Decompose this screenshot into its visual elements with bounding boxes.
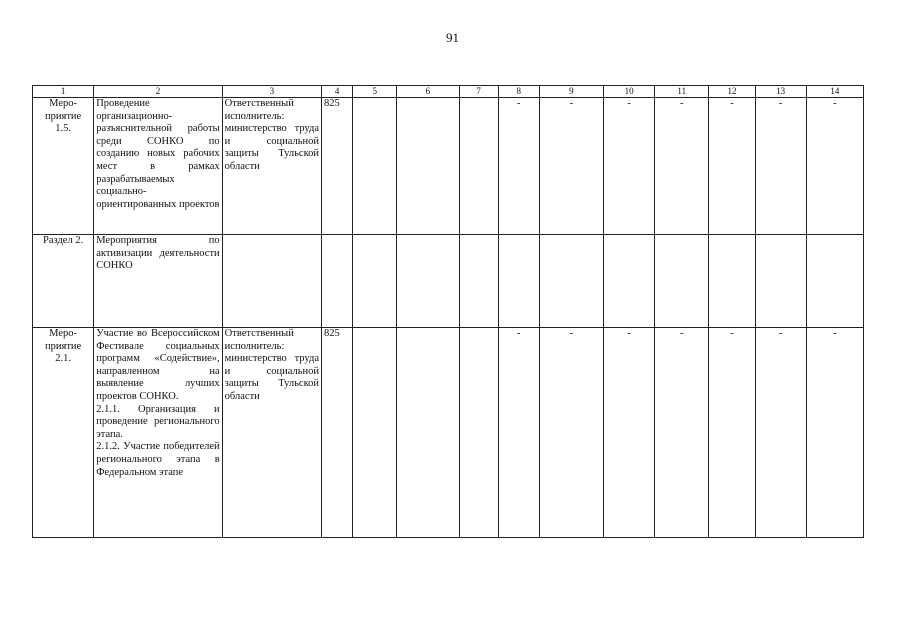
row-code: 825: [322, 328, 353, 538]
header-cell: 14: [806, 86, 863, 98]
header-cell: 5: [353, 86, 397, 98]
empty-cell: [353, 98, 397, 235]
dash-cell: -: [806, 98, 863, 235]
empty-cell: [459, 235, 498, 328]
activities-table: [32, 85, 864, 538]
row-label-line: Меро-: [49, 98, 78, 109]
header-cell: 4: [322, 86, 353, 98]
empty-cell: [498, 235, 539, 328]
dash-cell: -: [539, 328, 603, 538]
page-number: 91: [446, 30, 459, 45]
dash-cell: -: [655, 98, 709, 235]
row-executor: Ответственный исполнитель: министерство труда и социальной защиты Тульской области: [222, 328, 321, 538]
empty-cell: [353, 235, 397, 328]
empty-cell: [539, 235, 603, 328]
row-label-line: Меро-: [49, 328, 78, 339]
dash-cell: -: [604, 98, 655, 235]
dash-cell: -: [806, 328, 863, 538]
row-label: Раздел 2.: [33, 235, 94, 328]
empty-cell: [655, 235, 709, 328]
dash-cell: -: [604, 328, 655, 538]
header-cell: 8: [498, 86, 539, 98]
empty-cell: [459, 328, 498, 538]
empty-cell: [353, 328, 397, 538]
empty-cell: [709, 235, 755, 328]
dash-cell: -: [655, 328, 709, 538]
row-description: [94, 328, 222, 538]
header-cell: 13: [755, 86, 806, 98]
row-code: [322, 235, 353, 328]
row-label-line: приятие: [45, 340, 82, 352]
header-row: [33, 86, 864, 98]
header-cell: 6: [397, 86, 459, 98]
dash-cell: -: [709, 98, 755, 235]
empty-cell: [397, 98, 459, 235]
header-cell: 10: [604, 86, 655, 98]
header-cell: 1: [33, 86, 94, 98]
dash-cell: -: [755, 98, 806, 235]
description-paragraph: Участие во Всероссийском Фестивале социальных программ «Содействие», направленном на выявление лучших проектов СОНКО.: [96, 328, 220, 402]
empty-cell: [806, 235, 863, 328]
dash-cell: -: [498, 98, 539, 235]
row-description: Проведение организационно-разъяснительной работы среди СОНКО по созданию новых рабочих мест в рамках разрабатываемых социально-ориентированных проектов: [94, 98, 222, 235]
row-executor: Ответственный исполнитель: министерство труда и социальной защиты Тульской области: [222, 98, 321, 235]
empty-cell: [604, 235, 655, 328]
empty-cell: [459, 98, 498, 235]
header-cell: 3: [222, 86, 321, 98]
row-executor: [222, 235, 321, 328]
empty-cell: [397, 328, 459, 538]
row-code: 825: [322, 98, 353, 235]
row-label-line: 1.5.: [55, 123, 71, 135]
dash-cell: -: [498, 328, 539, 538]
row-label-line: приятие: [45, 110, 82, 122]
empty-cell: [397, 235, 459, 328]
row-description: Мероприятия по активизации деятельности СОНКО: [94, 235, 222, 328]
table-row: [33, 328, 864, 538]
table-row: [33, 98, 864, 235]
header-cell: 2: [94, 86, 222, 98]
description-paragraph: 2.1.1. Организация и проведение регионального этапа.: [96, 403, 220, 440]
row-label: [33, 98, 94, 235]
header-cell: 12: [709, 86, 755, 98]
description-paragraph: 2.1.2. Участие победителей регионального этапа в Федеральном этапе: [96, 441, 220, 478]
dash-cell: -: [755, 328, 806, 538]
row-label-line: 2.1.: [55, 353, 71, 365]
header-cell: 9: [539, 86, 603, 98]
dash-cell: -: [539, 98, 603, 235]
dash-cell: -: [709, 328, 755, 538]
header-cell: 11: [655, 86, 709, 98]
header-cell: 7: [459, 86, 498, 98]
empty-cell: [755, 235, 806, 328]
row-label: [33, 328, 94, 538]
table-row: [33, 235, 864, 328]
